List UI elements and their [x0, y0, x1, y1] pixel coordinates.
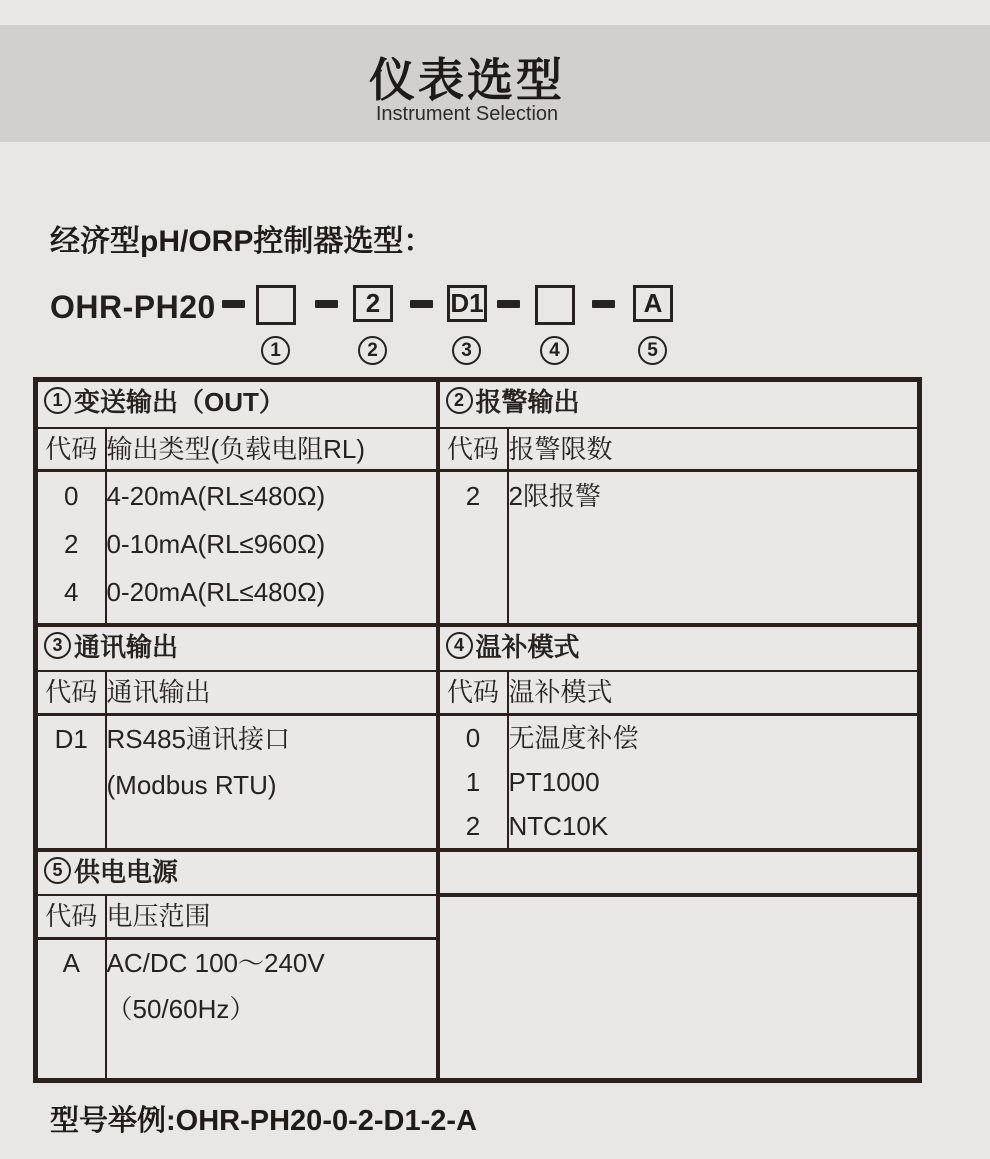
desc-value: RS485通讯接口 — [106, 724, 290, 754]
model-slot-3-value: D1 — [450, 288, 484, 318]
col-header-code-5: 代码 — [36, 895, 106, 938]
section-title-5: 供电电源 — [74, 857, 179, 887]
model-slot-5-value: A — [643, 288, 663, 318]
dash-separator — [410, 300, 433, 308]
model-example-value: OHR-PH20-0-2-D1-2-A — [175, 1105, 477, 1137]
section-title-cell-3 — [36, 625, 438, 671]
col-header-desc-3: 通讯输出 — [106, 671, 438, 715]
empty-cell — [438, 850, 920, 895]
dash-separator — [222, 300, 245, 308]
section-title-cell-5 — [36, 850, 438, 895]
section-title-cell-1 — [36, 380, 438, 428]
dash-separator — [592, 300, 615, 308]
circled-number-3: 3 — [452, 336, 481, 365]
circled-number-5: 5 — [638, 336, 667, 365]
section-title-1: 变送输出（OUT） — [74, 387, 285, 417]
page-subtitle: Instrument Selection — [375, 103, 559, 125]
circled-number-5: 5 — [44, 857, 71, 884]
code-cell — [438, 471, 508, 625]
selection-table — [33, 377, 922, 1083]
code-value: 4 — [64, 577, 79, 607]
desc-value: (Modbus RTU) — [106, 770, 277, 800]
section-title-2: 报警输出 — [475, 387, 580, 417]
model-slot-5 — [633, 285, 673, 322]
model-slot-2-value: 2 — [365, 288, 381, 318]
desc-value: PT1000 — [508, 767, 600, 797]
desc-value: （50/60Hz） — [106, 993, 256, 1024]
section-title-4: 温补模式 — [475, 631, 580, 662]
desc-cell — [106, 938, 438, 1080]
circled-number-4: 4 — [446, 632, 473, 659]
circled-number-2: 2 — [358, 336, 387, 365]
code-value: 2 — [465, 481, 481, 511]
desc-value: NTC10K — [508, 811, 609, 841]
code-value: A — [62, 947, 80, 978]
page-title: 仪表选型 — [369, 54, 565, 106]
desc-value: 0-20mA(RL≤480Ω) — [106, 577, 326, 607]
code-cell — [36, 471, 106, 625]
empty-cell — [438, 895, 920, 1080]
dash-separator — [315, 300, 338, 308]
circled-number-1: 1 — [44, 387, 71, 414]
col-header-desc-2: 报警限数 — [508, 428, 920, 471]
desc-cell — [106, 471, 438, 625]
col-header-code-3: 代码 — [36, 671, 106, 715]
desc-cell — [106, 715, 438, 851]
code-value: 0 — [64, 481, 79, 511]
col-header-code-1: 代码 — [36, 428, 106, 471]
code-value: D1 — [54, 724, 88, 754]
desc-value: 无温度补偿 — [508, 723, 639, 753]
col-header-code-2: 代码 — [438, 428, 508, 471]
section-title-cell-4 — [438, 625, 920, 671]
section-title-cell-2 — [438, 380, 920, 428]
code-value: 2 — [465, 811, 481, 841]
col-header-desc-1: 输出类型(负载电阻RL) — [106, 428, 438, 471]
desc-value: 2限报警 — [508, 481, 601, 511]
section-heading: 经济型pH/ORP控制器选型： — [50, 225, 434, 258]
col-header-desc-5: 电压范围 — [106, 895, 438, 938]
desc-cell — [508, 715, 920, 851]
code-cell — [438, 715, 508, 851]
circled-number-4: 4 — [540, 336, 569, 365]
desc-cell — [508, 471, 920, 625]
dash-separator — [497, 300, 520, 308]
model-prefix: OHR-PH20 — [50, 289, 216, 325]
desc-value: 0-10mA(RL≤960Ω) — [106, 529, 326, 559]
model-slot-1 — [256, 285, 296, 325]
code-cell — [36, 938, 106, 1080]
code-value: 0 — [465, 723, 481, 753]
code-value: 1 — [465, 767, 481, 797]
model-slot-4 — [535, 285, 575, 325]
col-header-desc-4: 温补模式 — [508, 671, 920, 715]
circled-number-3: 3 — [44, 632, 71, 659]
model-slot-3 — [447, 285, 487, 322]
model-example — [50, 1098, 477, 1139]
circled-number-1: 1 — [261, 336, 290, 365]
model-example-label: 型号举例: — [50, 1105, 176, 1137]
col-header-code-4: 代码 — [438, 671, 508, 715]
model-slot-2 — [353, 285, 393, 322]
desc-value: AC/DC 100～240V — [106, 947, 325, 978]
circled-number-2: 2 — [446, 387, 473, 414]
desc-value: 4-20mA(RL≤480Ω) — [106, 481, 326, 511]
code-cell — [36, 715, 106, 851]
section-title-3: 通讯输出 — [74, 631, 179, 662]
code-value: 2 — [64, 529, 79, 559]
